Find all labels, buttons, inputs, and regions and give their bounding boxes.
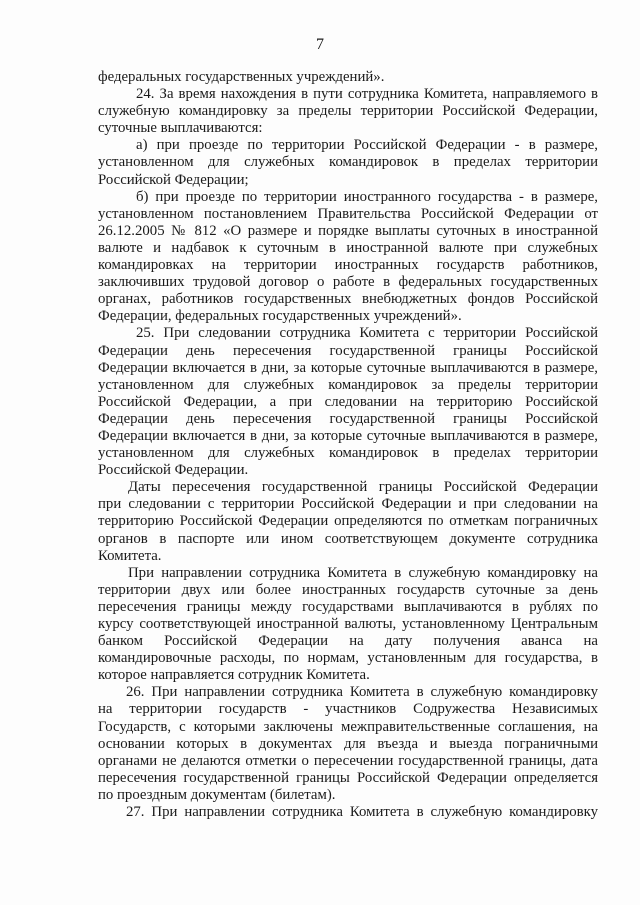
text-line: Даты пересечения государственной границы Российской Федерации	[128, 479, 598, 496]
text-line: Федерации включается в дни, за которые суточные выплачиваются в размере,	[98, 427, 598, 444]
text-line: валюте и надбавок к суточным в иностранной валюте при служебных	[98, 239, 598, 256]
text-line: заключивших трудовой договор о работе в федеральных государственных	[98, 274, 598, 291]
text-line: 27. При направлении сотрудника Комитета в служебную командировку	[126, 804, 598, 821]
text-line: Федерации день пересечения государственной границы Российской	[98, 342, 598, 359]
text-line: Федерации включается в дни, за которые суточные выплачиваются в размере,	[98, 359, 598, 376]
text-line: установленном для служебных командировок в пределах территории	[98, 154, 598, 171]
text-line: а) при проезде по территории Российской Федерации - в размере,	[136, 137, 598, 154]
text-line: территорию Российской Федерации определяются по отметкам пограничных	[98, 513, 598, 530]
text-line: основании которых в документах для въезда и выезда пограничными	[98, 735, 598, 752]
text-line: курсу соответствующей иностранной валюты, установленному Центральным	[98, 616, 598, 632]
text-line: органах, работников государственных внебюджетных фондов Российской	[98, 291, 598, 308]
text-line: Российской Федерации.	[98, 462, 249, 479]
text-line: 26. При направлении сотрудника Комитета в служебную командировку	[126, 684, 598, 701]
text-line: федеральных государственных учреждений».	[98, 69, 385, 85]
text-line: по проездным документам (билетам).	[98, 786, 336, 803]
text-line: при следовании с территории Российской Федерации и при следовании на	[98, 496, 598, 513]
text-line: б) при проезде по территории иностранного государства - в размере,	[136, 188, 598, 205]
text-line: Федерации, федеральных государственных учреждений».	[98, 308, 462, 325]
text-line: органов в паспорте или ином соответствующем документе сотрудника	[98, 530, 598, 547]
text-line: Государств, с которыми заключены межправительственные соглашения, на	[98, 718, 598, 735]
text-line: установленном для служебных командировок в пределах территории	[98, 445, 598, 462]
document-text-body	[98, 69, 598, 821]
text-line: установленном постановлением Правительства Российской Федерации от	[98, 205, 598, 222]
text-line: Федерации день пересечения государственной границы Российской	[98, 410, 598, 427]
text-line: на территории государств - участников Содружества Независимых	[98, 701, 598, 718]
text-line: командировочные расходы, по нормам, установленным для государства, в	[98, 650, 598, 667]
text-line: территории двух или более иностранных государств суточные за день	[98, 581, 598, 598]
text-line: При направлении сотрудника Комитета в служебную командировку на	[128, 564, 598, 581]
text-line: установленном для служебных командировок за пределы территории	[98, 376, 598, 393]
text-line: 24. За время нахождения в пути сотрудника Комитета, направляемого в	[136, 86, 598, 103]
text-line: которое направляется сотрудник Комитета.	[98, 667, 370, 684]
text-line: 25. При следовании сотрудника Комитета с территории Российской	[136, 325, 598, 342]
text-line: Российской Федерации;	[98, 171, 249, 188]
text-line: пересечения границы между государствами выплачиваются в рублях по	[98, 598, 598, 615]
text-line: пересечения государственной границы Российской Федерации определяется	[98, 769, 598, 786]
page-number: 7	[316, 36, 324, 53]
text-line: Комитета.	[98, 547, 162, 564]
text-line: служебную командировку за пределы территории Российской Федерации,	[98, 103, 598, 120]
text-line: банком Российской Федерации на дату получения аванса на	[98, 633, 598, 650]
text-line: командировках на территории иностранных государств работников,	[98, 257, 598, 274]
text-line: Российской Федерации, а при следовании на территорию Российской	[98, 393, 598, 410]
text-line: суточные выплачиваются:	[98, 120, 263, 137]
text-line: органами не делаются отметки о пересечении государственной границы, дата	[98, 752, 598, 769]
text-line: 26.12.2005 № 812 «О размере и порядке выплаты суточных в иностранной	[98, 222, 598, 239]
